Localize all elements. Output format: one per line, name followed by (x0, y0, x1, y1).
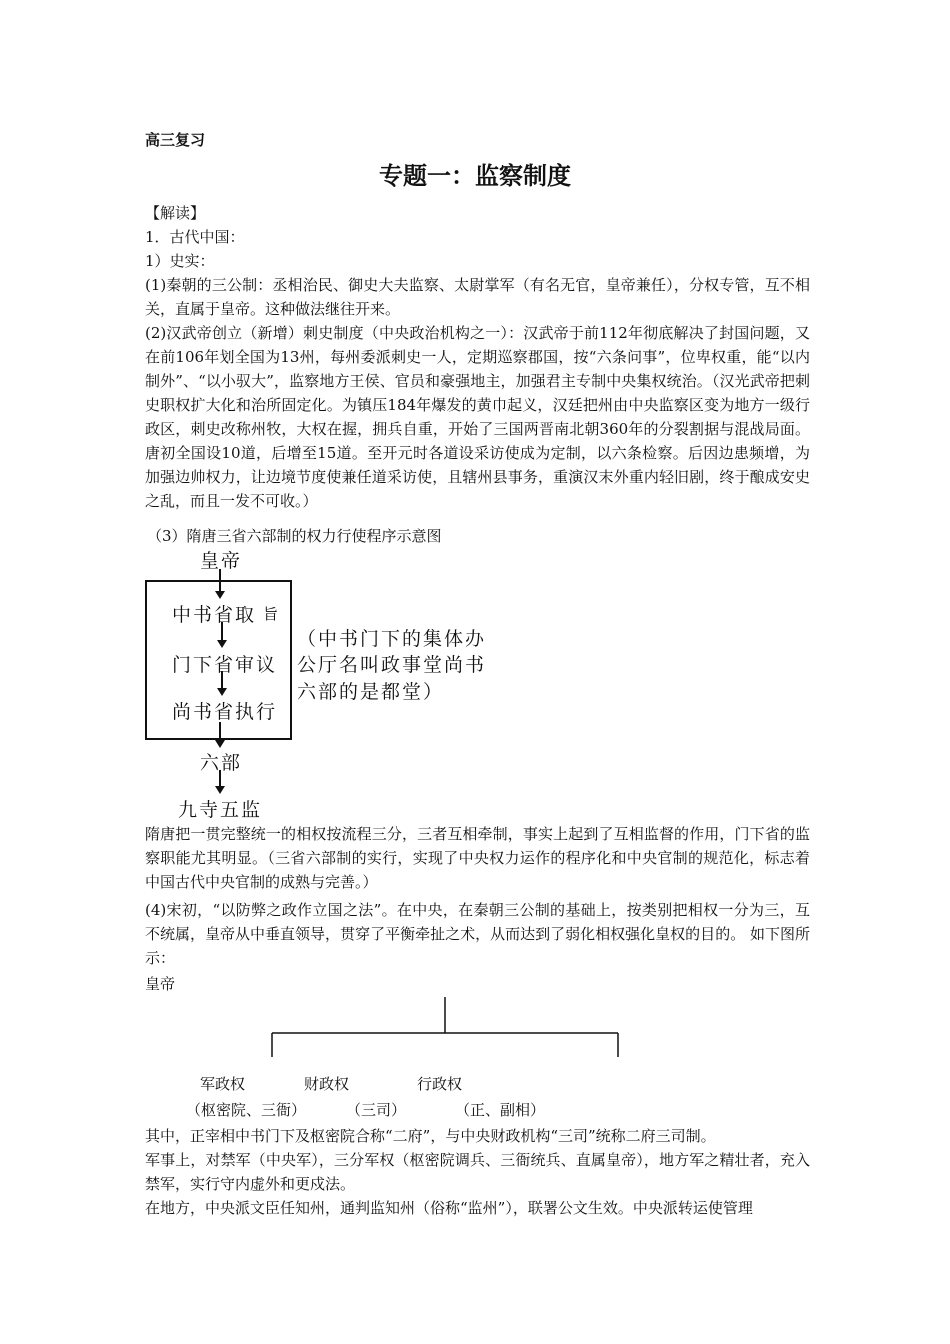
paragraph-han-cishi-system: (2)汉武帝创立（新增）刺史制度（中央政治机构之一）：汉武帝于前112年彻底解决了封国问题，又在前106年划全国为13州，每州委派刺史一人，定期巡察郡国，按“六条问事”，位卑权重，能“以内制外”、“以小驭大”，监察地方王侯、官员和豪强地主，加强君主专制中央集权统治。（汉光武帝把刺史职权扩大化和治所固定化。为镇压184年爆发的黄巾起义，汉廷把州由中央监察区变为地方一级行政区，刺史改称州牧，大权在握，拥兵自重，开始了三国两晋南北朝360年的分裂割据与混战局面。唐初全国设10道，后增至15道。至开元时各道设采访使成为定制，以六条检察。后因边患频增，为加强边帅权力，让边境节度使兼任道采访使，且辖州县事务，重演汉末外重内轻旧剧，终于酿成安史之乱，而且一发不可收。） (145, 324, 810, 510)
paragraph-sui-tang-body: 隋唐把一贯完整统一的相权按流程三分，三者互相牵制，事实上起到了互相监督的作用，门下省的监察职能尤其明显。（三省六部制的实行，实现了中央权力运作的程序化和中央官制的规范化，标志着中国古代中央官制的成熟与完善。） (145, 825, 810, 891)
paragraph-local: 在地方，中央派文臣任知州，通判监知州（俗称“监州”），联署公文生效。中央派转运使管理 (145, 1199, 753, 1217)
branch-military-sub: （枢密院、三衙） (186, 1101, 307, 1119)
paragraph-two-fu-three-si: 其中，正宰相中书门下及枢密院合称“二府”，与中央财政机构“三司”统称二府三司制。 (145, 1127, 716, 1145)
arrowhead-2 (217, 640, 227, 648)
branch-finance-sub: （三司） (346, 1101, 407, 1119)
arrowhead-1 (215, 591, 225, 599)
branch-military-label: 军政权 (200, 1075, 246, 1093)
paragraph-song-early: (4)宋初，“以防弊之政作立国之法”。在中央，在秦朝三公制的基础上，按类别把相权一分为三，互不统属，皇帝从中垂直领导，贯穿了平衡牵扯之术，从而达到了弱化相权强化皇权的目的。 如下图所示： (145, 901, 810, 967)
diagram-zhongshu: 中书省取 (172, 604, 257, 626)
diagram-shangshu: 尚书省执行 (172, 701, 278, 723)
branch-administration-label: 行政权 (417, 1075, 463, 1093)
paragraph-military: 军事上，对禁军（中央军），三分军权（枢密院调兵、三衙统兵、直属皇帝），地方军之精壮者，充入禁军，实行守内虚外和更戍法。 (145, 1151, 810, 1193)
arrowhead-5 (215, 786, 225, 794)
arrowhead-3 (217, 688, 227, 696)
section-label: 【解读】 (145, 204, 206, 222)
diagram-note-line-1: （中书门下的集体办 (297, 628, 487, 650)
document-header: 高三复习 (145, 131, 206, 149)
branch-administration-sub: （正、副相） (455, 1101, 546, 1119)
diagram-note-line-2: 公厅名叫政事堂尚书 (297, 654, 487, 676)
page-title: 专题一：监察制度 (379, 162, 571, 190)
item-subheading-history: 1）史实： (145, 252, 215, 270)
branch-finance-label: 财政权 (304, 1075, 350, 1093)
diagram-zhongshu-tail: 旨 (263, 605, 279, 623)
diagram-nine-temples: 九寺五监 (178, 799, 263, 821)
paragraph-qin-three-dukes: (1)秦朝的三公制：丞相治民、御史大夫监察、太尉掌军（有名无官，皇帝兼任），分权专管，互不相关，直属于皇帝。这种做法继往开来。 (145, 276, 810, 318)
diagram-note-line-3: 六部的是都堂） (297, 681, 445, 703)
diagram-emperor: 皇帝 (200, 550, 243, 572)
diagram-menxia: 门下省审议 (172, 654, 278, 676)
tree-emperor-label: 皇帝 (145, 975, 176, 993)
diagram-six-ministries: 六部 (200, 752, 243, 774)
item-heading-ancient-china: 1．古代中国： (145, 228, 245, 246)
paragraph-sui-tang-heading: （3）隋唐三省六部制的权力行使程序示意图 (147, 527, 442, 545)
arrowhead-4 (215, 740, 225, 748)
